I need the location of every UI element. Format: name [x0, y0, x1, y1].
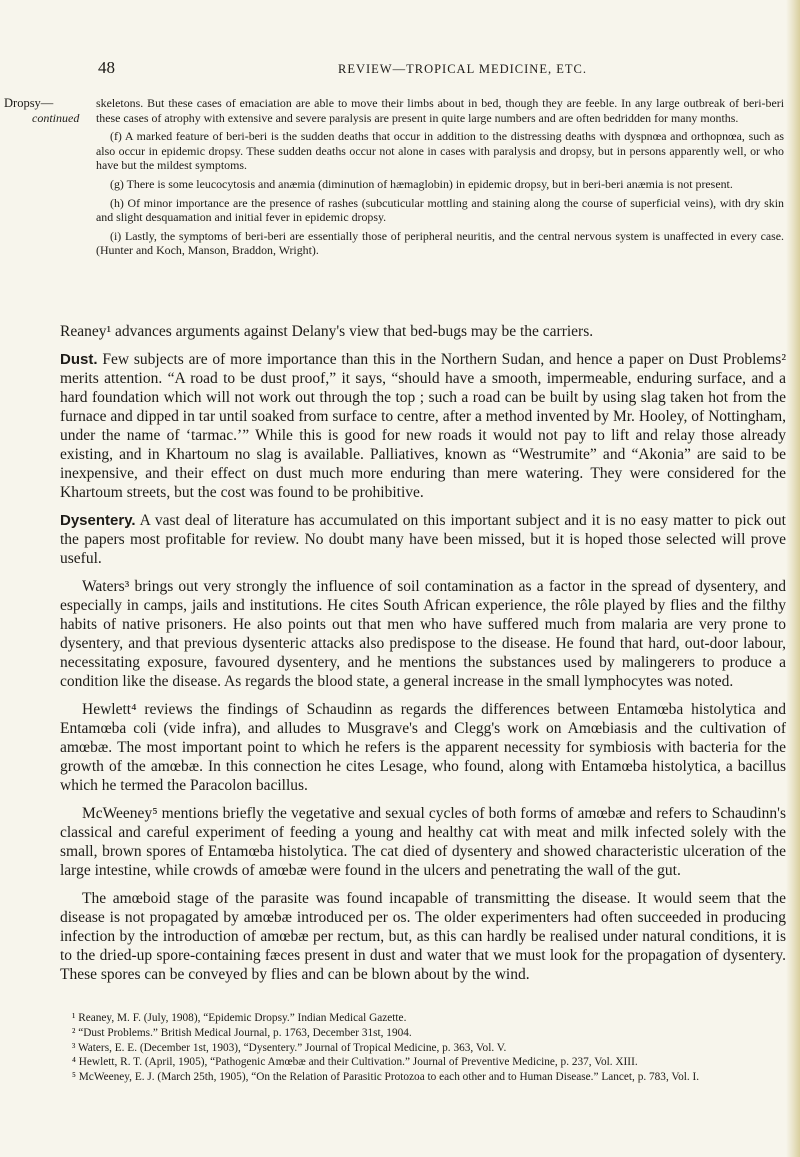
margin-topic-label: Dropsy— [4, 96, 54, 110]
page-header [0, 58, 800, 78]
running-head: REVIEW—TROPICAL MEDICINE, ETC. [338, 62, 587, 76]
dysentery-paragraph [60, 511, 786, 568]
dust-heading: Dust. [60, 351, 98, 368]
hewlett-paragraph: Hewlett⁴ reviews the findings of Schaudinn as regards the differences between Entamœba histolytica and Entamœba coli (vide infra), and alludes to Musgrave's and Clegg's work on Amœbiasis and the cultivation of amœbæ. The most important point to which he refers is the apparent necessity for symbiosis with bacteria for the growth of the amœbæ. In this connection he cites Lesage, who found, along with Entamœba histolytica, a bacillus which he termed the Paracolon bacillus. [60, 701, 786, 794]
dust-paragraph [60, 350, 786, 502]
dysentery-intro: A vast deal of literature has accumulated on this important subject and it is no easy matter to pick out the papers most profitable for review. No doubt many have been missed, but it is hoped those selected will prove useful. [60, 512, 786, 567]
point-h: (h) Of minor importance are the presence of rashes (subcuticular mottling and staining along the course of superficial veins), with dry skin and slight desquamation and initial fever in epidemic dropsy. [96, 195, 784, 225]
footnote: ¹ Reaney, M. F. (July, 1908), “Epidemic Dropsy.” Indian Medical Gazette. [72, 1012, 407, 1024]
point-f: (f) A marked feature of beri-beri is the sudden deaths that occur in addition to the distressing deaths with dyspnœa and orthopnœa, such as also occur in epidemic dropsy. These sudden deaths occur not alone in cases with paralysis and dropsy, but in persons apparently well, or who have but the mildest symptoms. [96, 129, 784, 173]
page-edge [786, 0, 800, 1157]
point-g: (g) There is some leucocytosis and anæmia (diminution of hæmaglobin) in epidemic dropsy, but in beri-beri anæmia is not present. [110, 176, 733, 191]
dropsy-intro: skeletons. But these cases of emaciation are able to move their limbs about in bed, though they are feeble. In any large outbreak of beri-beri these cases of atrophy with extensive and severe paralysis are present in quite large numbers and are often bedridden for many months. [96, 96, 784, 125]
dropsy-section [96, 96, 784, 262]
margin-topic [4, 96, 78, 126]
footnote: ³ Waters, E. E. (December 1st, 1903), “Dysentery.” Journal of Tropical Medicine, p. 363, Vol. V. [72, 1041, 507, 1054]
margin-continued-label: continued [32, 111, 80, 125]
dust-text: Few subjects are of more importance than this in the Northern Sudan, and hence a paper on Dust Problems² merits attention. “A road to be dust proof,” it says, “should have a smooth, impermeable, enduring surface, and a hard foundation which will not work out through the top ; such a road can be built by using slag taken hot from the furnace and dipped in tar until soaked from surface to centre, after a method invented by Mr. Hooley, of Nottingham, under the name of ‘tarmac.’” While this is good for new roads it would not pay to lift and relay those already existing, and in Khartoum no slag is available. Palliatives, known as “Westrumite” and “Akonia” are said to be inexpensive, and their effect on dust much more enduring than mere watering. They were considered for the Khartoum streets, but the cost was found to be prohibitive. [60, 351, 786, 501]
waters-paragraph: Waters³ brings out very strongly the influence of soil contamination as a factor in the spread of dysentery, and especially in camps, jails and institutions. He cites South African experience, the rôle played by flies and the filthy habits of native prisoners. He also points out that men who have suffered much from malaria are very prone to dysentery, and that previous dysenteric attacks also predispose to the disease. He found that hard, out-door labour, necessitating exposure, favoured dysentery, and he mentions the substances used by malingerers to produce a condition like the disease. As regards the blood state, a general increase in the small lymphocytes was noted. [60, 578, 786, 690]
footnotes [60, 1012, 786, 1086]
page-number: 48 [98, 58, 115, 77]
amoeboid-paragraph: The amœboid stage of the parasite was found incapable of transmitting the disease. It would seem that the disease is not propagated by amœbæ introduced per os. The older experimenters had often succeeded in producing infection by the introduction of amœbæ per rectum, but, as this can hardly be realised under natural conditions, it is to the dried-up spore-containing fæces present in dust and water that we must look for the propagation of dysentery. These spores can be conveyed by flies and can be blown about by the wind. [60, 890, 786, 983]
point-i: (i) Lastly, the symptoms of beri-beri are essentially those of peripheral neuritis, and the central nervous system is unaffected in every case. (Hunter and Koch, Manson, Braddon, Wright). [96, 228, 784, 258]
footnote: ⁴ Hewlett, R. T. (April, 1905), “Pathogenic Amœbæ and their Cultivation.” Journal of Preventive Medicine, p. 237, Vol. XIII. [72, 1056, 638, 1069]
footnote: ⁵ McWeeney, E. J. (March 25th, 1905), “On the Relation of Parasitic Protozoa to each other and to Human Disease.” Lancet, p. 783, Vol. I. [72, 1071, 700, 1084]
main-text [60, 322, 786, 993]
footnote: ² “Dust Problems.” British Medical Journal, p. 1763, December 31st, 1904. [72, 1026, 412, 1039]
mcweeney-paragraph: McWeeney⁵ mentions briefly the vegetative and sexual cycles of both forms of amœbæ and refers to Schaudinn's classical and careful experiment of feeding a young and healthy cat with meat and milk infected solely with the small, brown spores of Entamœba histolytica. The cat died of dysentery and showed characteristic ulceration of the large intestine, while crowds of amœbæ were found in the ulcers and penetrating the wall of the gut. [60, 805, 786, 879]
reaney-paragraph: Reaney¹ advances arguments against Delany's view that bed-bugs may be the carriers. [60, 323, 594, 340]
dysentery-heading: Dysentery. [60, 512, 136, 529]
